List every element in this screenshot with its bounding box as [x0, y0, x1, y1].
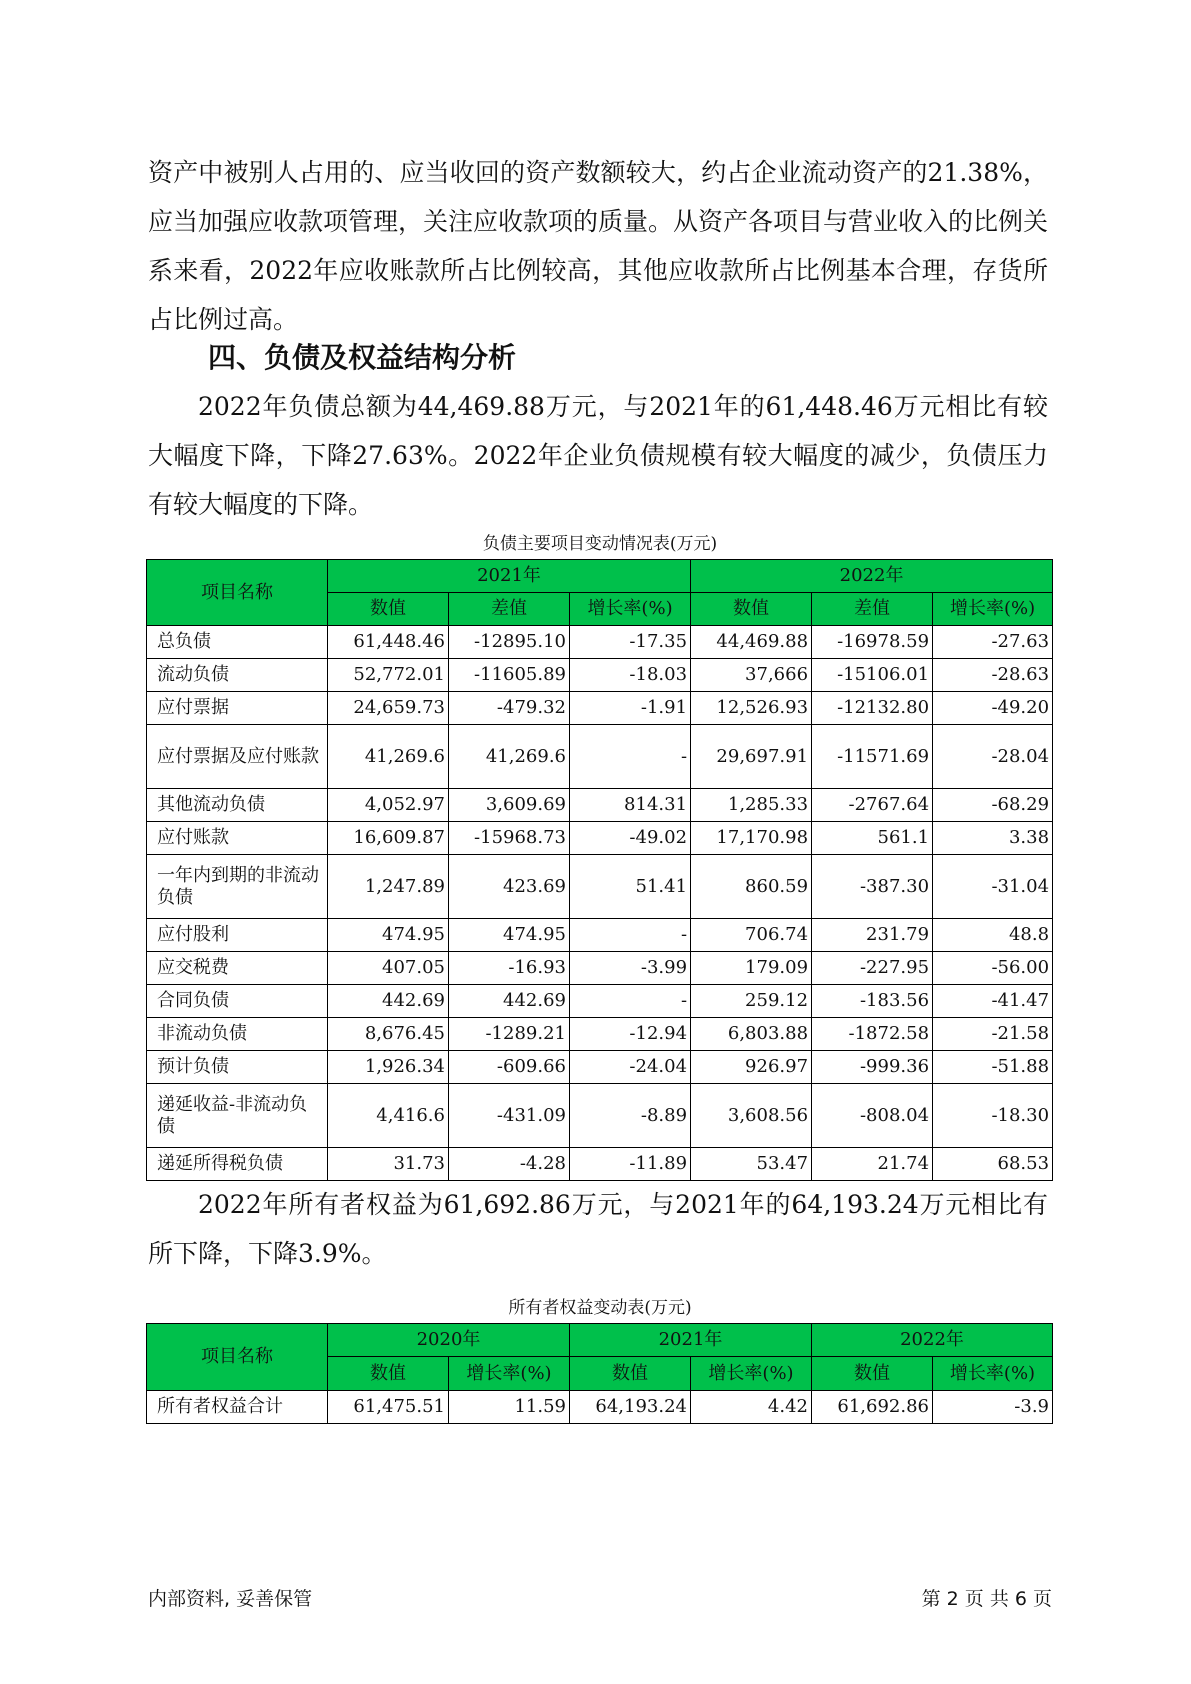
table-cell: -431.09	[449, 1084, 570, 1148]
row-item-name: 递延所得税负债	[147, 1148, 328, 1181]
table-cell: 44,469.88	[691, 626, 812, 659]
table-cell: -183.56	[812, 985, 933, 1018]
table-row	[147, 1084, 1053, 1148]
table-cell: 11.59	[449, 1391, 570, 1424]
subheader-value: 数值	[570, 1357, 691, 1391]
table-cell: -17.35	[570, 626, 691, 659]
table-cell: -24.04	[570, 1051, 691, 1084]
subheader-value: 数值	[691, 593, 812, 626]
table-cell: 41,269.6	[449, 725, 570, 789]
table-cell: -12132.80	[812, 692, 933, 725]
table-cell: -28.63	[933, 659, 1053, 692]
table-cell: -808.04	[812, 1084, 933, 1148]
table-cell: 48.8	[933, 919, 1053, 952]
row-item-name: 应付股利	[147, 919, 328, 952]
table-cell: -12895.10	[449, 626, 570, 659]
table-cell: -11.89	[570, 1148, 691, 1181]
table-cell: -999.36	[812, 1051, 933, 1084]
row-item-name: 流动负债	[147, 659, 328, 692]
table-row	[147, 822, 1053, 855]
header-item-name: 项目名称	[147, 1324, 328, 1391]
table-cell: -2767.64	[812, 789, 933, 822]
table-cell: -21.58	[933, 1018, 1053, 1051]
table-cell: 53.47	[691, 1148, 812, 1181]
table-cell: 1,285.33	[691, 789, 812, 822]
header-year-2021: 2021年	[570, 1324, 812, 1357]
row-item-name: 非流动负债	[147, 1018, 328, 1051]
table-cell: 3,609.69	[449, 789, 570, 822]
table-row	[147, 692, 1053, 725]
table-cell: 179.09	[691, 952, 812, 985]
header-year-2021: 2021年	[328, 560, 691, 593]
table-cell: -18.30	[933, 1084, 1053, 1148]
table-cell: -609.66	[449, 1051, 570, 1084]
table-row	[147, 1018, 1053, 1051]
table-cell: 6,803.88	[691, 1018, 812, 1051]
table-cell: -1289.21	[449, 1018, 570, 1051]
table-cell: -11571.69	[812, 725, 933, 789]
row-item-name: 应交税费	[147, 952, 328, 985]
header-year-2020: 2020年	[328, 1324, 570, 1357]
table-cell: -12.94	[570, 1018, 691, 1051]
table-cell: 17,170.98	[691, 822, 812, 855]
table-cell: 1,926.34	[328, 1051, 449, 1084]
table-cell: -8.89	[570, 1084, 691, 1148]
table-cell: -41.47	[933, 985, 1053, 1018]
table-cell: -56.00	[933, 952, 1053, 985]
table-cell: -1.91	[570, 692, 691, 725]
footer-confidential-note: 内部资料, 妥善保管	[148, 1588, 313, 1610]
table-cell: -49.02	[570, 822, 691, 855]
table-cell: 4,052.97	[328, 789, 449, 822]
table-cell: 21.74	[812, 1148, 933, 1181]
equity-table-caption: 所有者权益变动表(万元)	[508, 1298, 692, 1318]
table-cell: -16.93	[449, 952, 570, 985]
table-row	[147, 985, 1053, 1018]
subheader-value: 数值	[328, 1357, 449, 1391]
table-cell: 442.69	[328, 985, 449, 1018]
subheader-difference: 差值	[812, 593, 933, 626]
row-item-name: 应付票据及应付账款	[147, 725, 328, 789]
table-cell: 52,772.01	[328, 659, 449, 692]
table-cell: -49.20	[933, 692, 1053, 725]
table-cell: -11605.89	[449, 659, 570, 692]
table-cell: 4.42	[691, 1391, 812, 1424]
table-cell: 4,416.6	[328, 1084, 449, 1148]
table-cell: 8,676.45	[328, 1018, 449, 1051]
table-cell: -479.32	[449, 692, 570, 725]
subheader-growth-rate: 增长率(%)	[933, 1357, 1053, 1391]
table-cell: -51.88	[933, 1051, 1053, 1084]
table-cell: -	[570, 985, 691, 1018]
subheader-value: 数值	[812, 1357, 933, 1391]
equity-table	[146, 1323, 1053, 1424]
table-cell: 442.69	[449, 985, 570, 1018]
table-cell: 3.38	[933, 822, 1053, 855]
table-row	[147, 919, 1053, 952]
table-cell: 31.73	[328, 1148, 449, 1181]
row-item-name: 所有者权益合计	[147, 1391, 328, 1424]
table-cell: 407.05	[328, 952, 449, 985]
table-row	[147, 1391, 1053, 1424]
table-cell: -27.63	[933, 626, 1053, 659]
row-item-name: 合同负债	[147, 985, 328, 1018]
table-cell: 41,269.6	[328, 725, 449, 789]
subheader-growth-rate: 增长率(%)	[570, 593, 691, 626]
row-item-name: 预计负债	[147, 1051, 328, 1084]
table-cell: 3,608.56	[691, 1084, 812, 1148]
row-item-name: 总负债	[147, 626, 328, 659]
header-year-2022: 2022年	[691, 560, 1053, 593]
table-row	[147, 725, 1053, 789]
table-cell: 1,247.89	[328, 855, 449, 919]
table-cell: 561.1	[812, 822, 933, 855]
table-cell: -3.99	[570, 952, 691, 985]
table-cell: -3.9	[933, 1391, 1053, 1424]
table-cell: 12,526.93	[691, 692, 812, 725]
table-cell: 231.79	[812, 919, 933, 952]
table-cell: 51.41	[570, 855, 691, 919]
table-row	[147, 659, 1053, 692]
table-cell: -	[570, 725, 691, 789]
table-row	[147, 952, 1053, 985]
table-cell: 706.74	[691, 919, 812, 952]
table-cell: -15106.01	[812, 659, 933, 692]
table-row	[147, 626, 1053, 659]
table-row	[147, 789, 1053, 822]
table-cell: 61,475.51	[328, 1391, 449, 1424]
subheader-growth-rate: 增长率(%)	[933, 593, 1053, 626]
table-cell: 259.12	[691, 985, 812, 1018]
row-item-name: 一年内到期的非流动负债	[147, 855, 328, 919]
table-cell: 860.59	[691, 855, 812, 919]
table-cell: 37,666	[691, 659, 812, 692]
footer-page-number: 第 2 页 共 6 页	[921, 1588, 1052, 1610]
table-cell: 61,692.86	[812, 1391, 933, 1424]
subheader-growth-rate: 增长率(%)	[449, 1357, 570, 1391]
table-cell: -4.28	[449, 1148, 570, 1181]
liability-table	[146, 559, 1053, 1181]
table-cell: 926.97	[691, 1051, 812, 1084]
header-year-2022: 2022年	[812, 1324, 1053, 1357]
intro-paragraph: 资产中被别人占用的、应当收回的资产数额较大，约占企业流动资产的21.38%，应当加强应收款项管理，关注应收款项的质量。从资产各项目与营业收入的比例关系来看，2022年应收账款所占比例较高，其他应收款所占比例基本合理，存货所占比例过高。	[148, 158, 1049, 334]
table-cell: -31.04	[933, 855, 1053, 919]
table-cell: -387.30	[812, 855, 933, 919]
table-cell: 29,697.91	[691, 725, 812, 789]
table-cell: -	[570, 919, 691, 952]
table-cell: 68.53	[933, 1148, 1053, 1181]
liability-paragraph: 2022年负债总额为44,469.88万元，与2021年的61,448.46万元相比有较大幅度下降，下降27.63%。2022年企业负债规模有较大幅度的减少，负债压力有较大幅度的下降。	[148, 392, 1048, 519]
header-item-name: 项目名称	[147, 560, 328, 626]
table-cell: 64,193.24	[570, 1391, 691, 1424]
table-row	[147, 1051, 1053, 1084]
table-cell: 24,659.73	[328, 692, 449, 725]
table-cell: 16,609.87	[328, 822, 449, 855]
liability-table-caption: 负债主要项目变动情况表(万元)	[482, 534, 718, 554]
table-cell: -28.04	[933, 725, 1053, 789]
equity-paragraph: 2022年所有者权益为61,692.86万元，与2021年的64,193.24万元相比有所下降，下降3.9%。	[148, 1190, 1048, 1268]
table-cell: -16978.59	[812, 626, 933, 659]
row-item-name: 应付票据	[147, 692, 328, 725]
table-cell: 61,448.46	[328, 626, 449, 659]
subheader-growth-rate: 增长率(%)	[691, 1357, 812, 1391]
table-row	[147, 855, 1053, 919]
subheader-difference: 差值	[449, 593, 570, 626]
table-cell: -227.95	[812, 952, 933, 985]
table-cell: 814.31	[570, 789, 691, 822]
table-cell: -15968.73	[449, 822, 570, 855]
row-item-name: 其他流动负债	[147, 789, 328, 822]
table-cell: -68.29	[933, 789, 1053, 822]
section-heading: 四、负债及权益结构分析	[208, 341, 517, 374]
table-row	[147, 1148, 1053, 1181]
table-cell: -18.03	[570, 659, 691, 692]
table-cell: 423.69	[449, 855, 570, 919]
row-item-name: 递延收益-非流动负债	[147, 1084, 328, 1148]
table-cell: 474.95	[328, 919, 449, 952]
table-cell: -1872.58	[812, 1018, 933, 1051]
subheader-value: 数值	[328, 593, 449, 626]
row-item-name: 应付账款	[147, 822, 328, 855]
table-cell: 474.95	[449, 919, 570, 952]
